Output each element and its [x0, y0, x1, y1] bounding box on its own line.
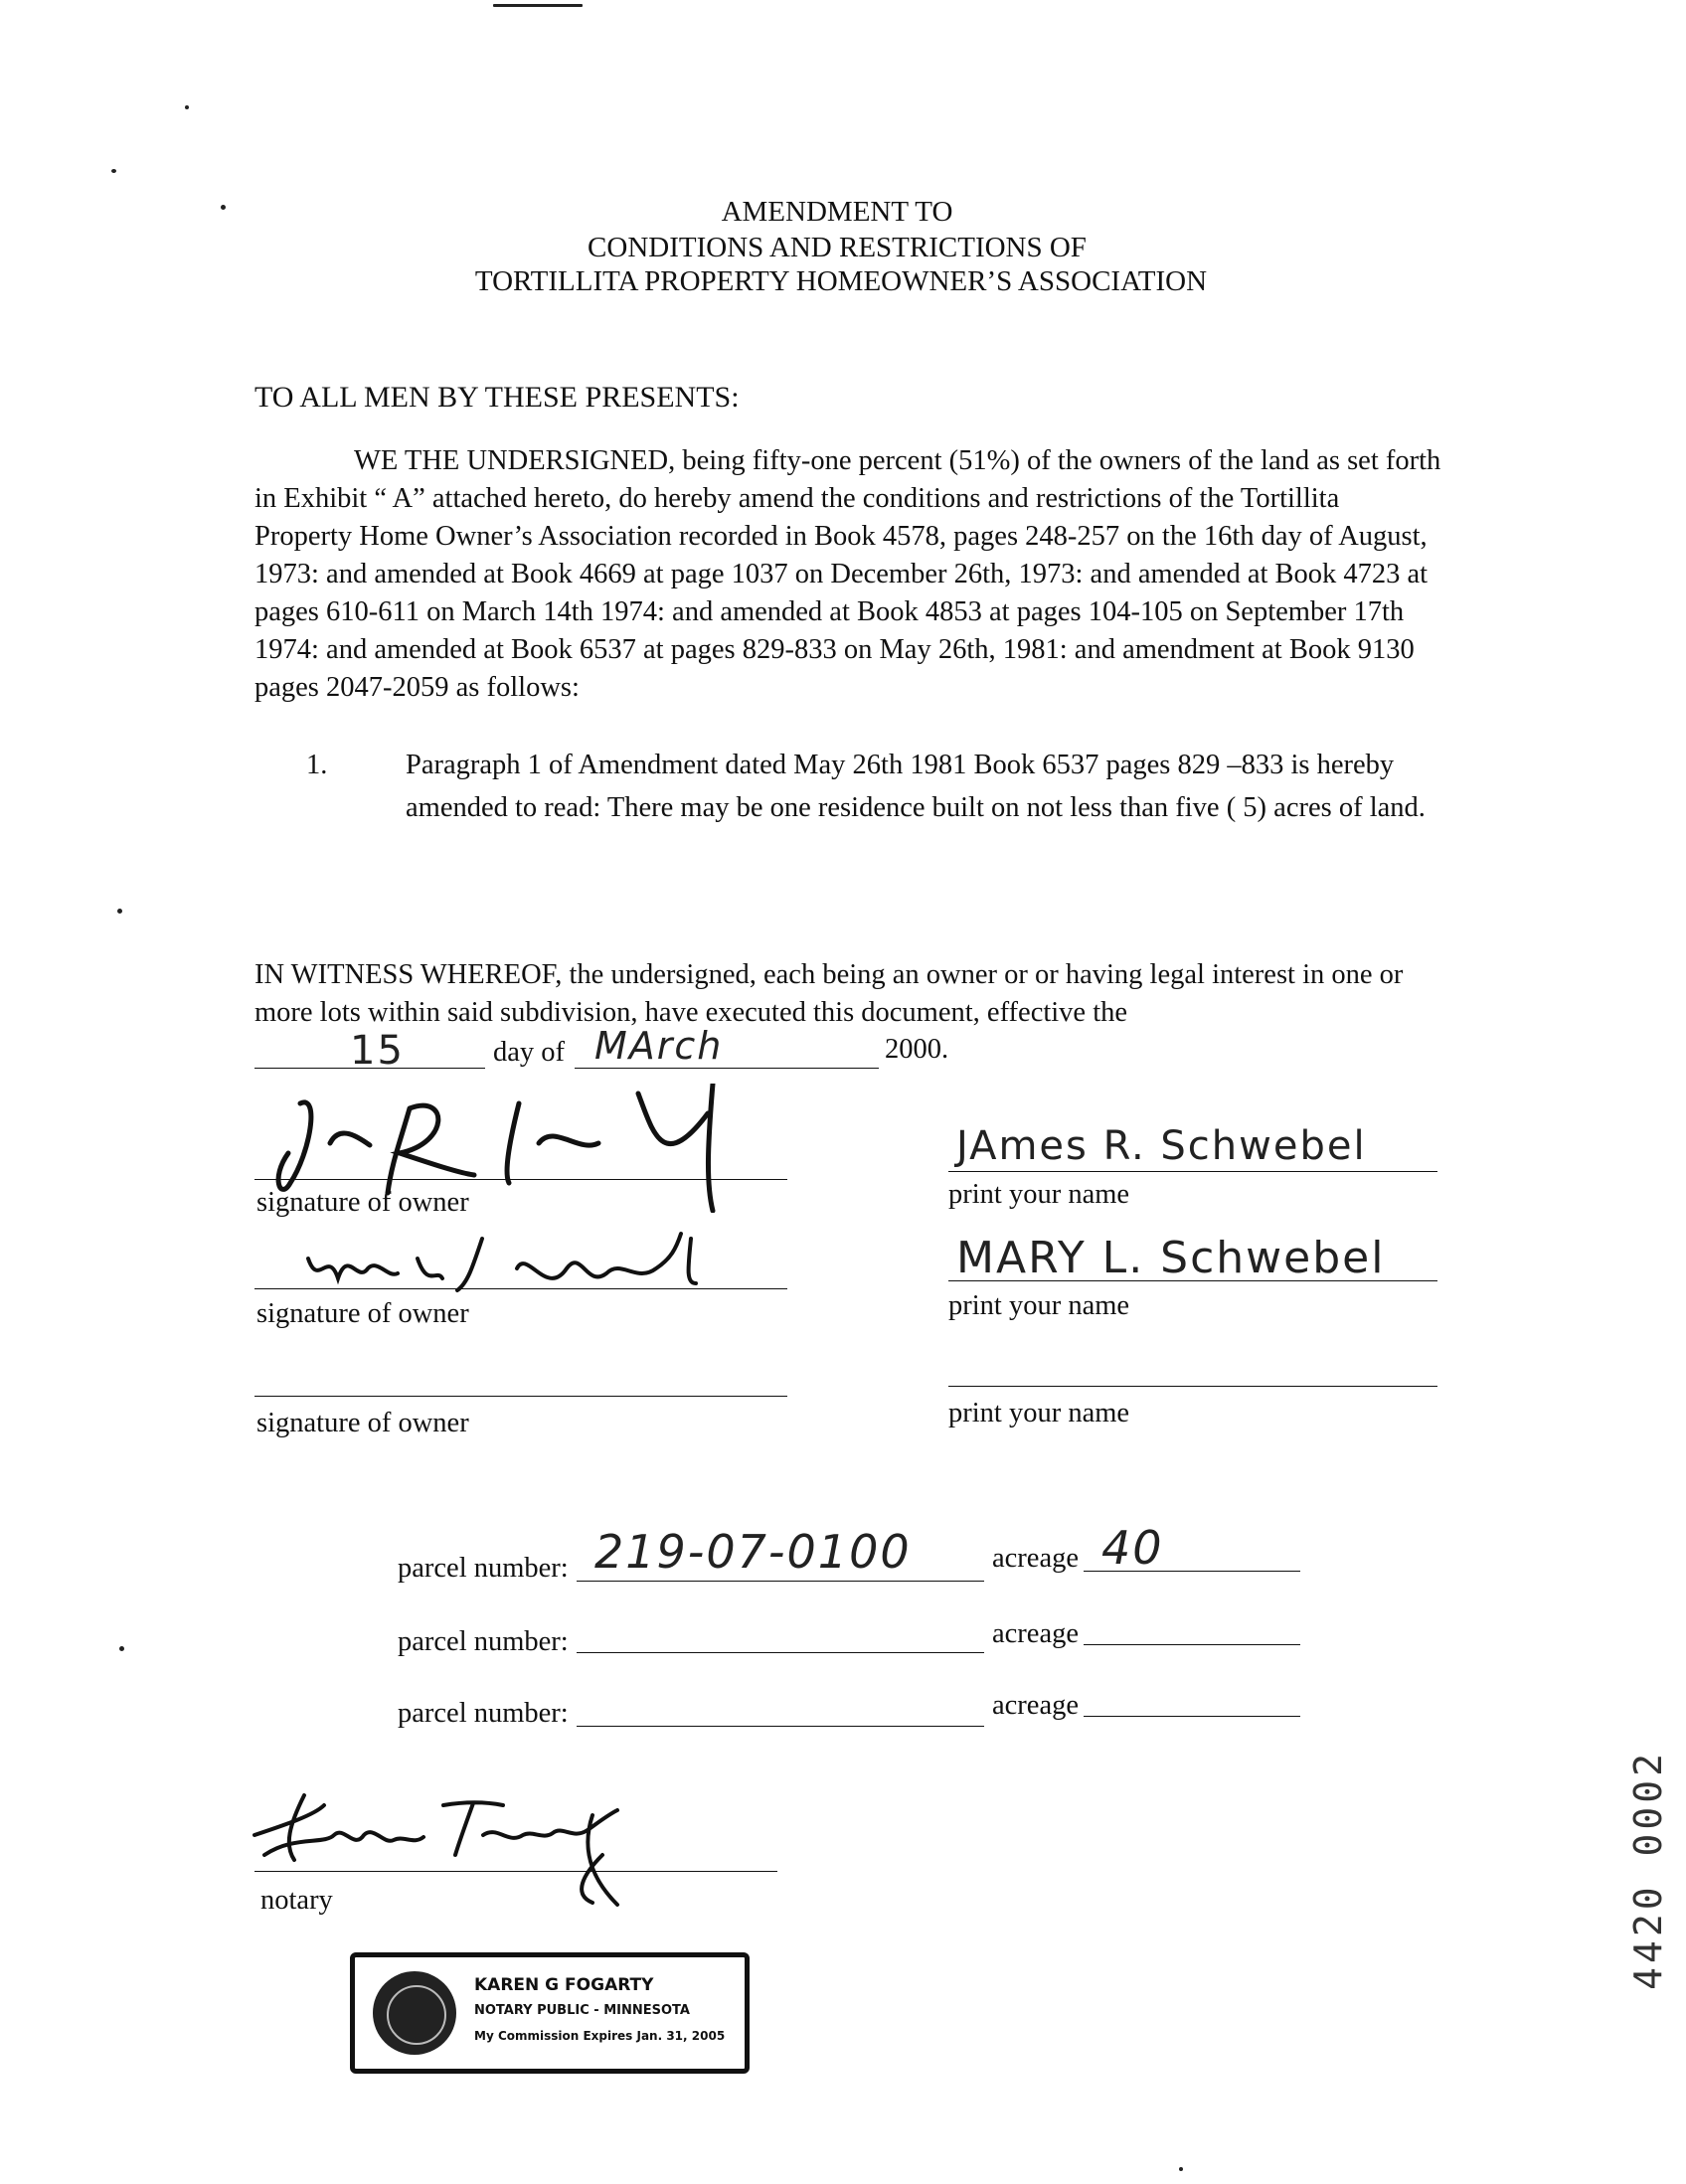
title-line-1: AMENDMENT TO — [721, 196, 953, 228]
acreage-label-3: acreage — [992, 1690, 1079, 1721]
scan-speck — [221, 205, 226, 210]
parcel-line-1[interactable] — [577, 1581, 984, 1582]
title-line-3: TORTILLITA PROPERTY HOMEOWNER’S ASSOCIATION — [474, 265, 1208, 297]
scan-speck — [117, 909, 122, 914]
printed-name-2: MARY L. Schwebel — [956, 1233, 1386, 1283]
parcel-line-3[interactable] — [577, 1726, 984, 1727]
scan-speck — [493, 4, 583, 7]
intro-body: being fifty-one percent (51%) of the owners of the land as set forth in Exhibit “ A” attached hereto, do hereby amend the conditions and restrictions of the Tortillita Property Home Owner’s Association recorded in Book 4578, pages 248-257 on the 16th day of August, 1973: and amended at Book 4669 at page 1037 on December 26th, 1973: and amended at Book 4723 at pages 610-611 on March 14th 1974: and amended at Book 4853 at pages 104-105 on September 17th 1974: and amended at Book 6537 at pages 829-833 on May 26th, 1981: and amendment at Book 9130 pages 2047-2059 as follows: — [254, 445, 1441, 703]
day-handwritten: 15 — [350, 1028, 405, 1074]
print-label-2: print your name — [948, 1290, 1130, 1321]
item-number: 1. — [306, 750, 328, 780]
witness-paragraph — [254, 956, 1447, 1032]
scan-speck — [111, 169, 116, 173]
intro-lead: WE THE UNDERSIGNED, — [354, 445, 676, 476]
notary-label: notary — [260, 1885, 333, 1916]
parcel-number-1: 219-07-0100 — [594, 1525, 912, 1579]
title-line-2: CONDITIONS AND RESTRICTIONS OF — [588, 232, 1087, 263]
signature-label-2: signature of owner — [256, 1298, 469, 1329]
day-of-label: day of — [493, 1037, 566, 1068]
owner-signature-2 — [298, 1229, 716, 1308]
owner-signature-line-2[interactable] — [254, 1288, 787, 1289]
owner-signature-line-1[interactable] — [254, 1179, 787, 1180]
side-document-number: 4420 0002 — [1626, 1750, 1670, 1990]
acreage-value-1: 40 — [1101, 1521, 1164, 1575]
acreage-line-2[interactable] — [1084, 1644, 1300, 1645]
stamp-name: KAREN G FOGARTY — [474, 1975, 654, 1995]
print-name-line-3[interactable] — [948, 1386, 1437, 1387]
acreage-label-1: acreage — [992, 1543, 1079, 1574]
month-blank[interactable] — [575, 1068, 879, 1069]
scan-speck — [185, 105, 189, 109]
parcel-line-2[interactable] — [577, 1652, 984, 1653]
acreage-line-1[interactable] — [1084, 1571, 1300, 1572]
notary-stamp — [350, 1952, 750, 2074]
acreage-line-3[interactable] — [1084, 1716, 1300, 1717]
signature-label-3: signature of owner — [256, 1408, 469, 1438]
witness-lead: IN WITNESS WHEREOF, — [254, 959, 563, 990]
scan-speck — [1179, 2167, 1183, 2171]
item-text: Paragraph 1 of Amendment dated May 26th 1981 Book 6537 pages 829 –833 is hereby amended to read: There may be one residence built on not less than five ( 5) acres of land. — [406, 750, 1426, 823]
stamp-title: NOTARY PUBLIC - MINNESOTA — [474, 2003, 690, 2018]
scan-speck — [119, 1646, 124, 1651]
parcel-label-2: parcel number: — [398, 1626, 569, 1657]
year-label: 2000. — [885, 1034, 949, 1065]
intro-paragraph — [254, 442, 1441, 707]
parcel-label-3: parcel number: — [398, 1698, 569, 1729]
acreage-label-2: acreage — [992, 1618, 1079, 1649]
printed-name-1: JAmes R. Schwebel — [956, 1123, 1367, 1169]
salutation: TO ALL MEN BY THESE PRESENTS: — [254, 381, 740, 414]
signature-label-1: signature of owner — [256, 1187, 469, 1218]
print-label-1: print your name — [948, 1179, 1130, 1210]
stamp-expires: My Commission Expires Jan. 31, 2005 — [474, 2029, 726, 2043]
print-label-3: print your name — [948, 1398, 1130, 1428]
print-name-line-1[interactable] — [948, 1171, 1437, 1172]
parcel-label-1: parcel number: — [398, 1553, 569, 1584]
notary-seal-icon — [373, 1971, 456, 2055]
notary-signature-line[interactable] — [254, 1871, 777, 1872]
witness-body: the undersigned, each being an owner or or having legal interest in one or more lots within said subdivision, have executed this document, effective the — [254, 959, 1404, 1028]
owner-signature-line-3[interactable] — [254, 1396, 787, 1397]
print-name-line-2[interactable] — [948, 1280, 1437, 1281]
month-handwritten: MArch — [594, 1024, 724, 1068]
